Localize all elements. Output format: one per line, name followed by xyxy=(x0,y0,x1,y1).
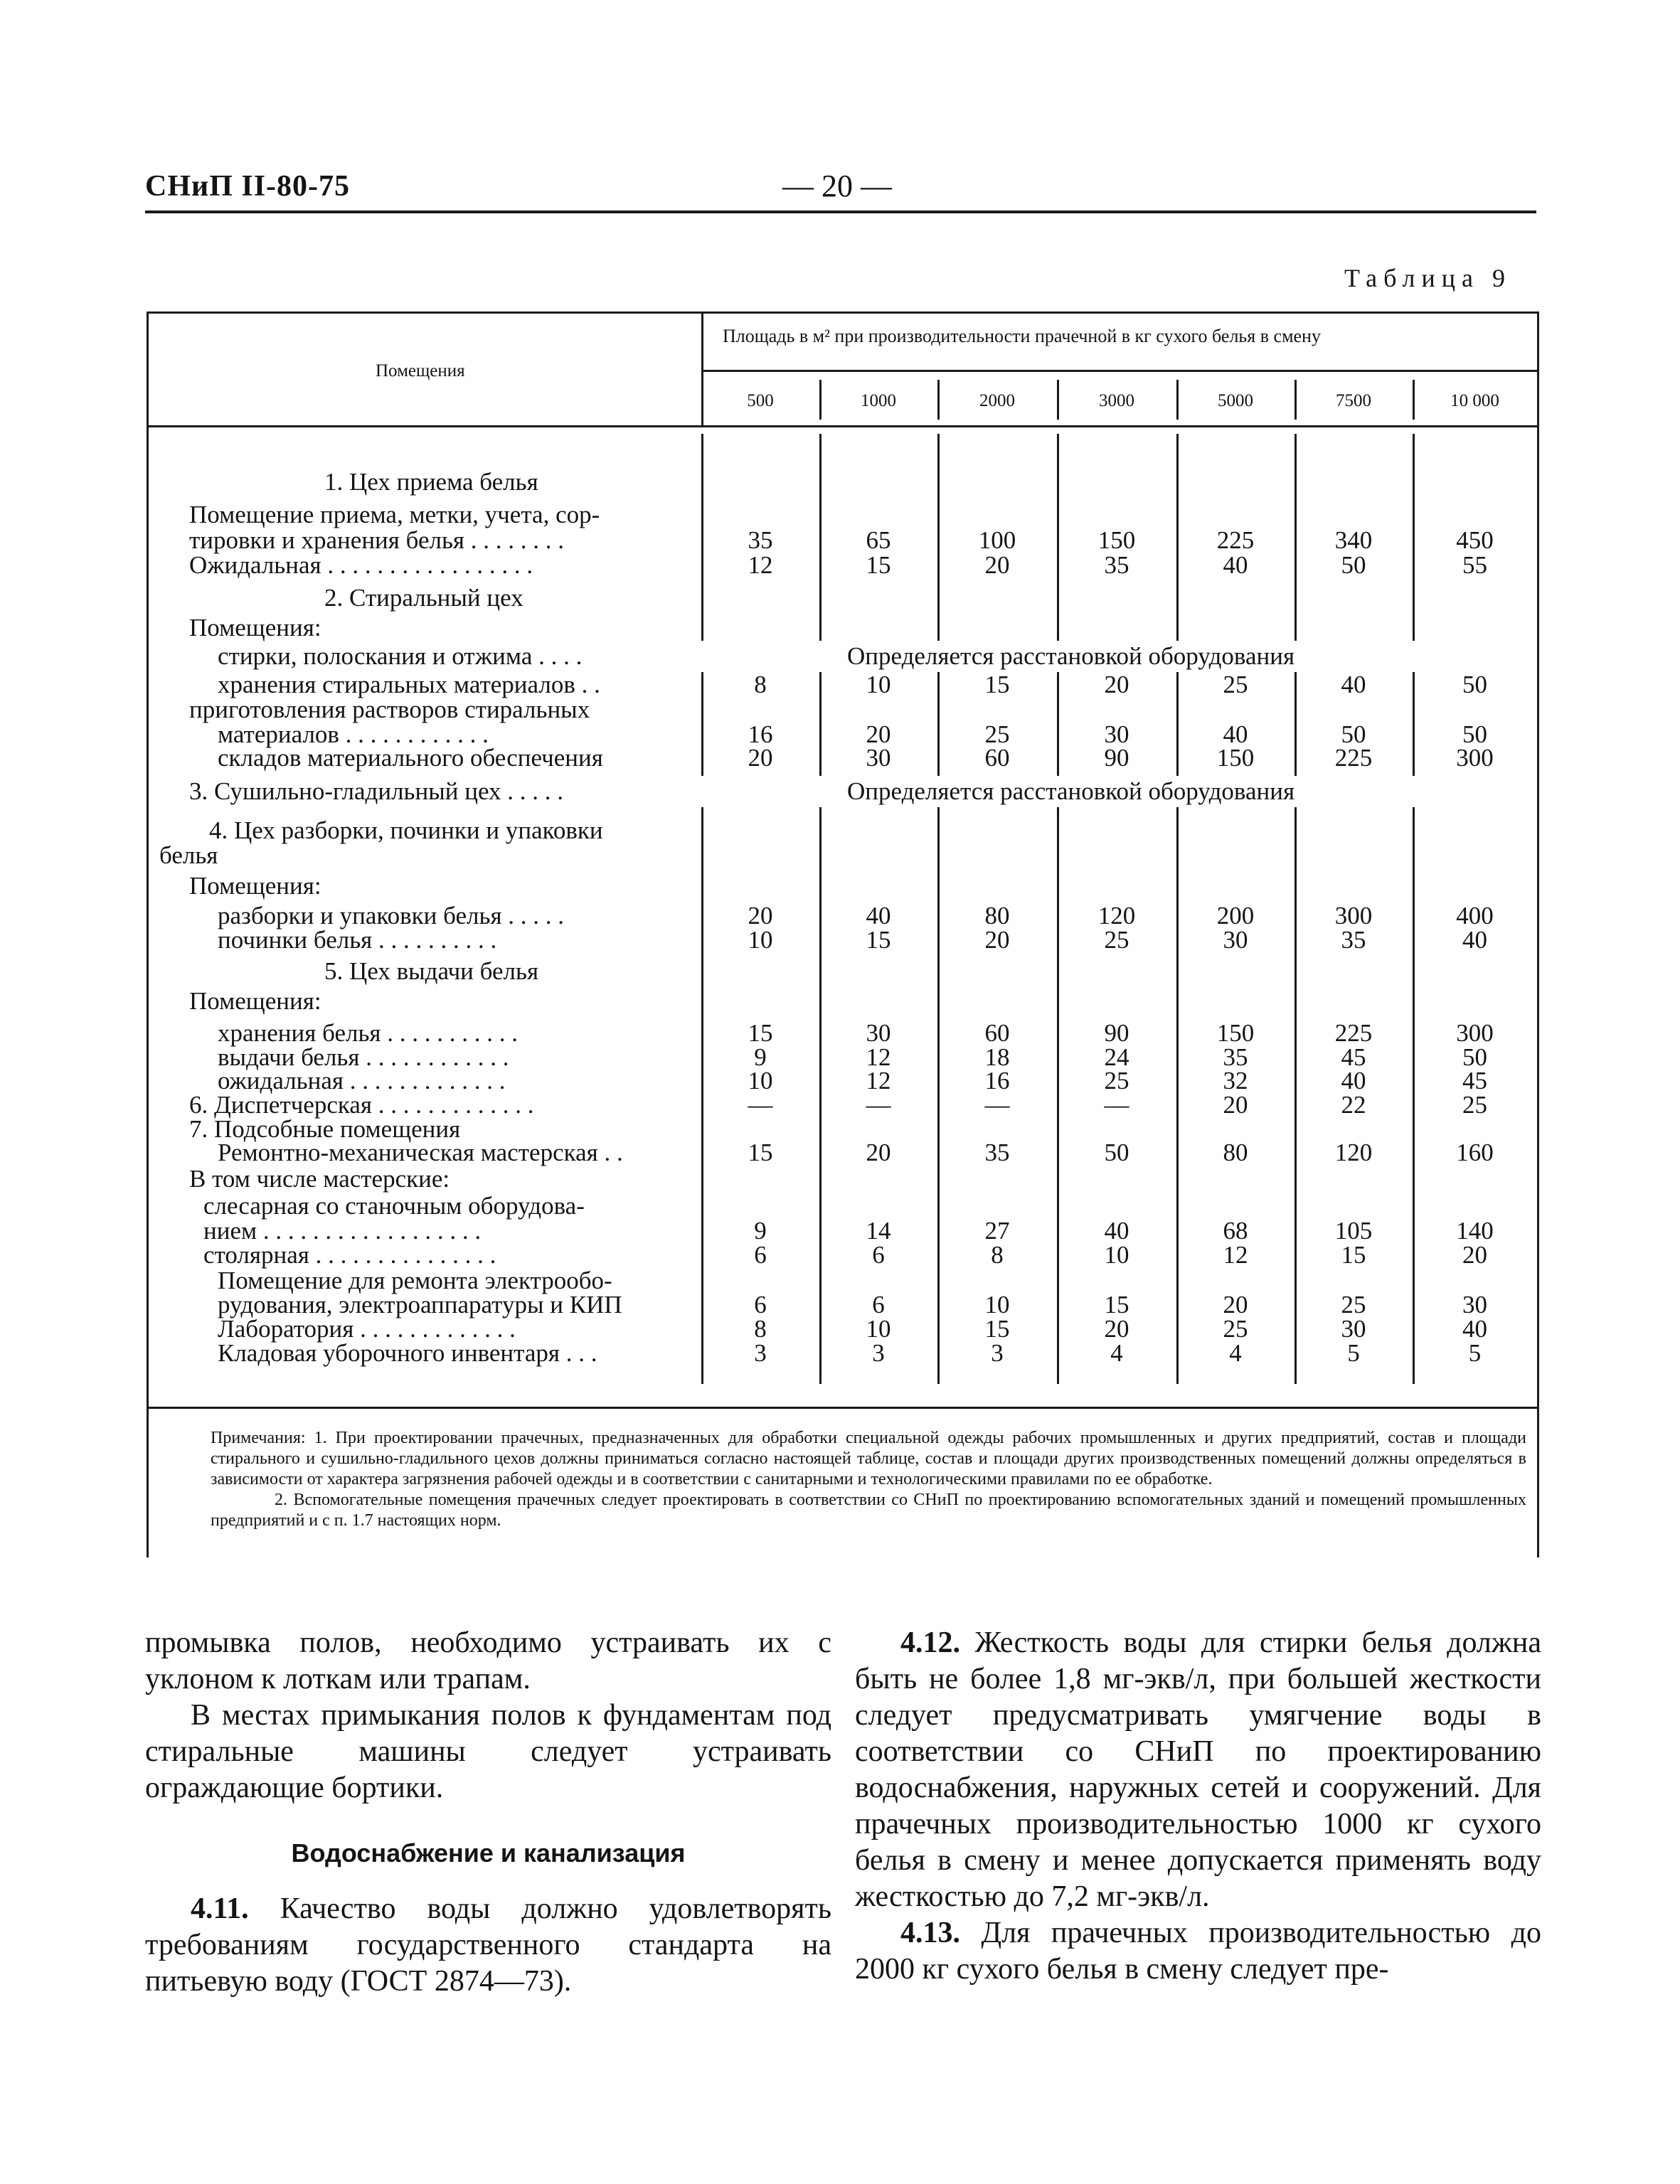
column-rule xyxy=(819,672,822,776)
column-rule xyxy=(937,672,940,776)
table-cell: 35 xyxy=(1341,926,1366,954)
header-column-rule xyxy=(701,311,703,425)
section-heading: Водоснабжение и канализация xyxy=(291,1838,686,1868)
table-cell: 90 xyxy=(1104,1019,1129,1047)
table-cell: 24 xyxy=(1104,1043,1129,1071)
table-cell: 9 xyxy=(754,1043,767,1071)
table-cell: 10 xyxy=(866,1315,891,1343)
header-bottom-rule xyxy=(147,425,1539,427)
table-top-rule xyxy=(147,311,1539,314)
table-cell: 50 xyxy=(1462,1043,1487,1071)
table-cell: 80 xyxy=(984,902,1010,929)
row-label: слесарная со станочным оборудова- xyxy=(203,1192,585,1220)
table-cell: 60 xyxy=(984,1019,1010,1047)
table-cell: 20 xyxy=(1104,671,1129,698)
table-cell: 16 xyxy=(748,720,773,748)
column-header: 1000 xyxy=(861,391,896,410)
row-label: разборки и упаковки белья . . . . . xyxy=(218,902,565,929)
table-cell: 30 xyxy=(1341,1315,1366,1343)
table-cell: 65 xyxy=(866,526,891,554)
table-cell: 120 xyxy=(1097,902,1136,929)
section-label: 5. Цех выдачи белья xyxy=(324,957,539,985)
column-rule xyxy=(1413,672,1415,776)
table-cell: 340 xyxy=(1334,526,1373,554)
table-cell: 30 xyxy=(866,744,891,772)
table-cell: 40 xyxy=(1462,1315,1487,1343)
table-cell: 25 xyxy=(1223,671,1248,698)
table-cell: 9 xyxy=(754,1217,767,1245)
table-cell: 150 xyxy=(1097,526,1136,554)
row-label: нием . . . . . . . . . . . . . . . . . . xyxy=(203,1217,482,1245)
row-label: Лаборатория . . . . . . . . . . . . . xyxy=(218,1315,516,1343)
table-cell: 20 xyxy=(866,720,891,748)
row-label: тировки и хранения белья . . . . . . . . xyxy=(189,526,565,554)
table-cell: 10 xyxy=(1104,1241,1129,1269)
column-header: 10 000 xyxy=(1450,391,1499,410)
table-cell: 50 xyxy=(1462,720,1487,748)
row-label: Ожидальная . . . . . . . . . . . . . . . . . xyxy=(189,551,533,579)
paragraph: промывка полов, необходимо устраивать их с уклоном к лоткам или трапам. xyxy=(145,1626,831,1695)
table-cell: 150 xyxy=(1216,1019,1255,1047)
header-rule xyxy=(145,211,1536,213)
table-cell: 45 xyxy=(1341,1043,1366,1071)
table-cell: 35 xyxy=(748,526,773,554)
header-subrule xyxy=(701,370,1539,372)
table-cell: 100 xyxy=(978,526,1016,554)
header-column-rule xyxy=(1176,380,1179,420)
column-rule xyxy=(1294,434,1297,641)
table-cell: 30 xyxy=(866,1019,891,1047)
row-label: В том числе мастерские: xyxy=(189,1165,450,1193)
table-cell: 90 xyxy=(1104,744,1129,772)
table-cell: 20 xyxy=(748,744,773,772)
table-cell: 15 xyxy=(984,1315,1010,1343)
clause-text: Для прачечных производительностью до 2000 кг сухого белья в смену следует пре- xyxy=(855,1917,1542,1986)
table-cell: 50 xyxy=(1341,720,1366,748)
column-header: 500 xyxy=(747,391,774,410)
row-label: Помещения: xyxy=(189,987,321,1015)
table-caption: Таблица 9 xyxy=(1344,264,1511,292)
table-cell: 20 xyxy=(1223,1091,1248,1119)
note-1: Примечания: 1. При проектировании прачечных, предназначенных для обработки специальной одежды рабочих промышленных и других предприятий, состав и площади стирального и сушильно-гладильного цехов должны приниматься согласно настоящей таблице, состав и площади других производственных помещений должны определяться в зависимости от характера загрязнения рабочей одежды и в соответствии с санитарными и технологическими правилами по ее обработке. xyxy=(211,1429,1526,1488)
table-cell: 50 xyxy=(1341,551,1366,579)
row-label: материалов . . . . . . . . . . . . xyxy=(218,720,489,748)
table-cell: 80 xyxy=(1223,1139,1248,1166)
table-cell: 10 xyxy=(748,1067,773,1094)
row-label: 6. Диспетчерская . . . . . . . . . . . . . xyxy=(189,1091,534,1119)
row-label: белья xyxy=(159,841,218,869)
table-cell: — xyxy=(984,1091,1010,1119)
table-cell: 45 xyxy=(1462,1067,1487,1094)
row-label: приготовления растворов стиральных xyxy=(189,696,590,723)
paragraph-4-13 xyxy=(855,1915,1541,1988)
column-rule xyxy=(1176,434,1179,641)
table-cell: 30 xyxy=(1104,720,1129,748)
paragraph-4-12 xyxy=(855,1625,1541,1915)
row-label: Помещения: xyxy=(189,614,321,641)
row-label: выдачи белья . . . . . . . . . . . . xyxy=(218,1043,509,1071)
table-cell: 15 xyxy=(748,1019,773,1047)
table-cell: 14 xyxy=(866,1217,891,1245)
column-rule xyxy=(937,807,940,1384)
table-cell: 300 xyxy=(1456,1019,1494,1047)
row-label: Кладовая уборочного инвентаря . . . xyxy=(218,1339,597,1367)
table-cell: 25 xyxy=(1104,1067,1129,1094)
header-column-rule xyxy=(1413,380,1415,420)
table-cell: 15 xyxy=(1104,1291,1129,1319)
table-cell: 68 xyxy=(1223,1217,1248,1245)
table-cell: 35 xyxy=(1223,1043,1248,1071)
table-cell: 40 xyxy=(1341,1067,1366,1094)
row-label: рудования, электроаппаратуры и КИП xyxy=(218,1291,622,1319)
column-rule xyxy=(1176,672,1179,776)
row-label: Помещение приема, метки, учета, сор- xyxy=(189,501,600,528)
clause-text: Качество воды должно удовлетворять требованиям государственного стандарта на питьевую воду (ГОСТ 2874—73). xyxy=(145,1892,832,1998)
table-cell: 25 xyxy=(1341,1291,1366,1319)
column-rule xyxy=(1413,807,1415,1384)
row-label: Ремонтно-механическая мастерская . . xyxy=(218,1139,623,1166)
column-rule xyxy=(819,434,822,641)
header-column-rule xyxy=(819,380,822,420)
table-9 xyxy=(147,311,1539,1557)
clause-number: 4.12. xyxy=(900,1626,960,1659)
table-cell: 225 xyxy=(1334,744,1373,772)
table-cell: 30 xyxy=(1223,926,1248,954)
table-cell: 22 xyxy=(1341,1091,1366,1119)
table-notes xyxy=(211,1428,1526,1531)
table-cell: 10 xyxy=(748,926,773,954)
clause-number: 4.11. xyxy=(191,1892,249,1925)
table-cell: 25 xyxy=(984,720,1010,748)
table-cell: 40 xyxy=(1223,720,1248,748)
table-cell: 40 xyxy=(1223,551,1248,579)
table-cell: 8 xyxy=(754,1315,767,1343)
table-cell: 3 xyxy=(991,1339,1004,1367)
table-cell: — xyxy=(866,1091,891,1119)
table-cell: 12 xyxy=(748,551,773,579)
section-label: 4. Цех разборки, починки и упаковки xyxy=(209,816,603,844)
table-right-rule xyxy=(1537,311,1539,1557)
document-code: СНиП II-80-75 xyxy=(145,170,351,203)
column-rule xyxy=(1057,807,1059,1384)
table-cell: 40 xyxy=(1341,671,1366,698)
area-header: Площадь в м² при производительности прачечной в кг сухого белья в смену xyxy=(723,326,1321,346)
table-cell: 20 xyxy=(866,1139,891,1166)
header-column-rule xyxy=(937,380,940,420)
rooms-header: Помещения xyxy=(376,361,465,380)
table-cell: 15 xyxy=(984,671,1010,698)
table-cell: 25 xyxy=(1104,926,1129,954)
row-label: починки белья . . . . . . . . . . xyxy=(218,926,497,954)
table-cell: 225 xyxy=(1216,526,1255,554)
left-column xyxy=(145,1625,831,2000)
row-label: 7. Подсобные помещения xyxy=(189,1115,461,1143)
table-cell: 8 xyxy=(991,1241,1004,1269)
column-rule xyxy=(1057,672,1059,776)
row-label: ожидальная . . . . . . . . . . . . . xyxy=(218,1067,506,1094)
table-cell: 200 xyxy=(1216,902,1255,929)
column-rule xyxy=(701,672,703,776)
row-label: стирки, полоскания и отжима . . . . xyxy=(218,642,583,670)
table-cell: 40 xyxy=(1462,926,1487,954)
table-cell: 5 xyxy=(1347,1339,1360,1367)
column-rule xyxy=(819,807,822,1384)
column-rule xyxy=(1413,434,1415,641)
row-label: 3. Сушильно-гладильный цех . . . . . xyxy=(189,777,564,805)
table-cell: 20 xyxy=(1462,1241,1487,1269)
table-cell: 4 xyxy=(1229,1339,1242,1367)
paragraph: В местах примыкания полов к фундаментам под стиральные машины следует устраивать ограждающие бортики. xyxy=(145,1699,831,1804)
table-cell: 300 xyxy=(1456,744,1494,772)
table-cell: 160 xyxy=(1456,1139,1494,1166)
section-label: 2. Стиральный цех xyxy=(324,584,523,612)
table-left-rule xyxy=(147,311,149,1557)
table-cell: 27 xyxy=(984,1217,1010,1245)
table-cell: 35 xyxy=(984,1139,1010,1166)
table-cell: 20 xyxy=(984,551,1010,579)
table-cell: 120 xyxy=(1334,1139,1373,1166)
table-cell: 18 xyxy=(984,1043,1010,1071)
row-label: Помещение для ремонта электрообо- xyxy=(218,1267,612,1294)
table-cell: 8 xyxy=(754,671,767,698)
table-cell: 50 xyxy=(1104,1139,1129,1166)
table-cell: 5 xyxy=(1468,1339,1482,1367)
column-rule xyxy=(701,807,703,1384)
table-cell: 50 xyxy=(1462,671,1487,698)
section-label: 1. Цех приема белья xyxy=(324,468,538,496)
body-bottom-rule xyxy=(147,1407,1539,1409)
column-rule xyxy=(1176,807,1179,1384)
table-cell: 25 xyxy=(1462,1091,1487,1119)
table-cell: 25 xyxy=(1223,1315,1248,1343)
table-cell: 12 xyxy=(866,1043,891,1071)
table-cell: 300 xyxy=(1334,902,1373,929)
column-header: 5000 xyxy=(1218,391,1253,410)
table-cell: 60 xyxy=(984,744,1010,772)
table-cell: 450 xyxy=(1456,526,1494,554)
column-header: 3000 xyxy=(1099,391,1134,410)
clause-number: 4.13. xyxy=(900,1917,960,1949)
merged-cell-note: Определяется расстановкой оборудования xyxy=(847,642,1295,670)
clause-text: Жесткость воды для стирки белья должна быть не более 1,8 мг-экв/л, при большей жесткости следует предусматривать умягчение воды в соответствии со СНиП по проектированию водоснабжения, наружных сетей и сооружений. Для прачечных производительностью 1000 кг сухого белья в смену и менее допускается применять воду жесткостью до 7,2 мг-экв/л. xyxy=(855,1626,1541,1913)
table-cell: 20 xyxy=(1104,1315,1129,1343)
table-cell: 140 xyxy=(1456,1217,1494,1245)
table-cell: 55 xyxy=(1462,551,1487,579)
table-cell: 3 xyxy=(754,1339,767,1367)
note-2: 2. Вспомогательные помещения прачечных следует проектировать в соответствии со СНиП по проектированию вспомогательных зданий и помещений промышленных предприятий и с п. 1.7 настоящих норм. xyxy=(211,1491,1526,1530)
table-cell: 20 xyxy=(984,926,1010,954)
table-cell: 6 xyxy=(872,1291,885,1319)
column-header: 7500 xyxy=(1336,391,1371,410)
table-cell: 6 xyxy=(872,1241,885,1269)
table-cell: 400 xyxy=(1456,902,1494,929)
table-cell: — xyxy=(1104,1091,1129,1119)
column-rule xyxy=(701,434,703,641)
right-column xyxy=(855,1625,1541,1988)
column-header: 2000 xyxy=(979,391,1015,410)
table-cell: 10 xyxy=(866,671,891,698)
table-cell: 4 xyxy=(1110,1339,1123,1367)
table-cell: 40 xyxy=(866,902,891,929)
table-cell: 6 xyxy=(754,1241,767,1269)
merged-cell-note: Определяется расстановкой оборудования xyxy=(847,777,1295,805)
table-cell: 15 xyxy=(1341,1241,1366,1269)
table-cell: 10 xyxy=(984,1291,1010,1319)
table-cell: 225 xyxy=(1334,1019,1373,1047)
table-cell: 15 xyxy=(748,1139,773,1166)
column-rule xyxy=(1057,434,1059,641)
table-cell: 15 xyxy=(866,551,891,579)
table-cell: — xyxy=(748,1091,773,1119)
table-cell: 35 xyxy=(1104,551,1129,579)
row-label: хранения стиральных материалов . . xyxy=(218,671,600,698)
table-cell: 105 xyxy=(1334,1217,1373,1245)
table-cell: 15 xyxy=(866,926,891,954)
paragraph-4-11 xyxy=(145,1891,831,2000)
table-cell: 32 xyxy=(1223,1067,1248,1094)
row-label: столярная . . . . . . . . . . . . . . . xyxy=(203,1241,496,1269)
row-label: складов материального обеспечения xyxy=(218,744,603,772)
table-cell: 20 xyxy=(1223,1291,1248,1319)
table-cell: 20 xyxy=(748,902,773,929)
column-rule xyxy=(1294,672,1297,776)
header-column-rule xyxy=(1294,380,1297,420)
page-number: — 20 — xyxy=(782,169,892,203)
header-column-rule xyxy=(1057,380,1059,420)
table-cell: 150 xyxy=(1216,744,1255,772)
table-cell: 30 xyxy=(1462,1291,1487,1319)
table-cell: 12 xyxy=(866,1067,891,1094)
table-cell: 12 xyxy=(1223,1241,1248,1269)
column-rule xyxy=(1294,807,1297,1384)
row-label: хранения белья . . . . . . . . . . . xyxy=(218,1019,519,1047)
table-cell: 6 xyxy=(754,1291,767,1319)
table-cell: 3 xyxy=(872,1339,885,1367)
table-cell: 16 xyxy=(984,1067,1010,1094)
column-rule xyxy=(937,434,940,641)
row-label: Помещения: xyxy=(189,872,321,900)
table-cell: 40 xyxy=(1104,1217,1129,1245)
